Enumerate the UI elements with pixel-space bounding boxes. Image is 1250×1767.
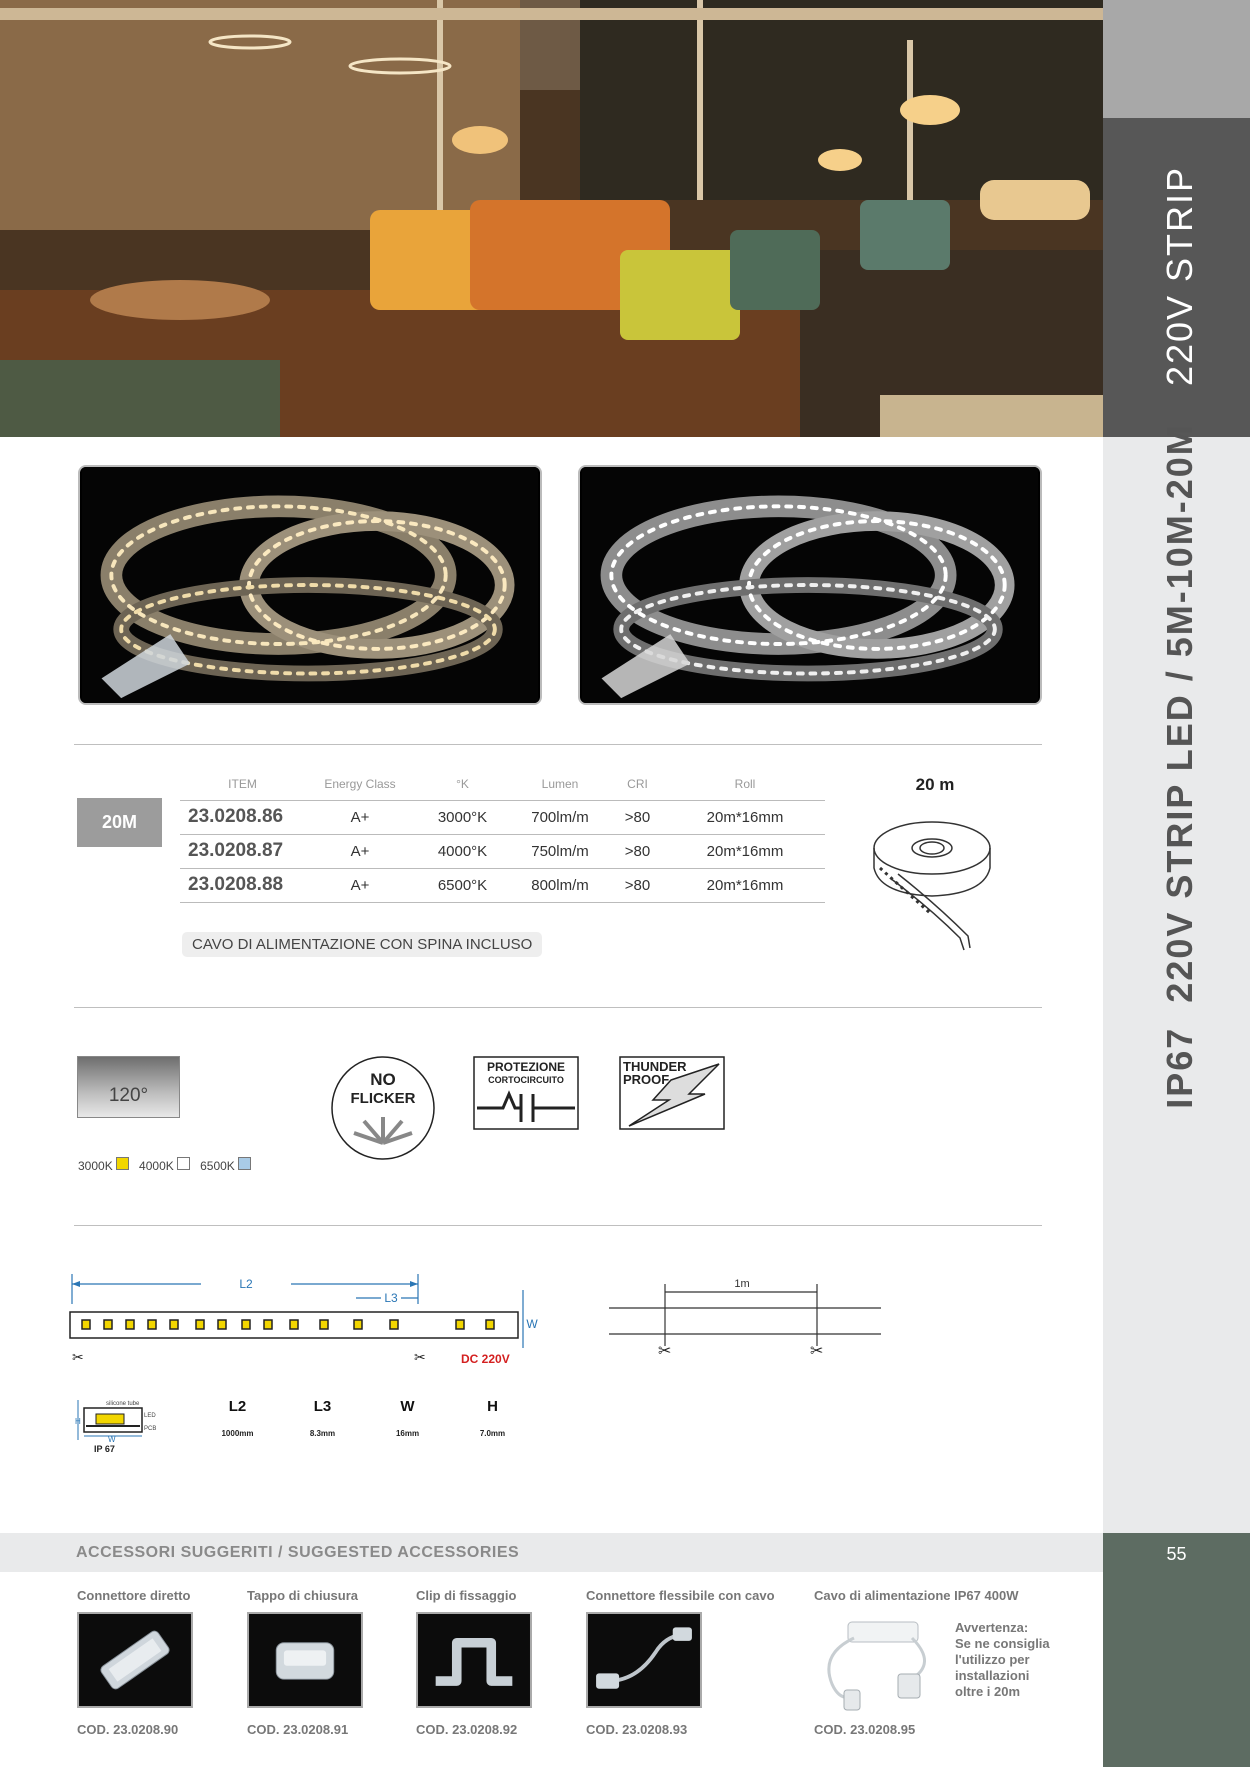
table-header-row bbox=[180, 770, 825, 800]
sidebar-title: 220V STRIP bbox=[1159, 165, 1200, 387]
cell-kelvin: 3000°K bbox=[415, 800, 510, 834]
beam-angle-icon bbox=[77, 1056, 180, 1118]
cell-kelvin: 4000°K bbox=[415, 834, 510, 868]
restaurant-terrace-image bbox=[0, 0, 1103, 437]
scissors-icon: ✂ bbox=[810, 1341, 824, 1360]
protection-line2: CORTOCIRCUITO bbox=[488, 1075, 564, 1085]
accessory-code: COD. 23.0208.91 bbox=[247, 1722, 349, 1737]
cross-section-drawing bbox=[74, 1380, 170, 1460]
product-photo-cool bbox=[578, 465, 1042, 705]
length-badge: 20M bbox=[77, 798, 162, 847]
l2-label: L2 bbox=[239, 1277, 253, 1291]
table-row bbox=[180, 800, 825, 834]
w-label: W bbox=[526, 1317, 538, 1331]
hero-photo bbox=[0, 0, 1103, 437]
end-cap-icon bbox=[249, 1614, 361, 1706]
l3-label: L3 bbox=[384, 1291, 398, 1305]
sidebar-page-block bbox=[1103, 1533, 1250, 1767]
protection-line1: PROTEZIONE bbox=[486, 1060, 566, 1074]
short-circuit-protection-icon bbox=[473, 1056, 579, 1130]
warning-line: Se ne consiglia bbox=[955, 1636, 1050, 1651]
accessory-warning bbox=[955, 1620, 1065, 1700]
cct-6500k bbox=[200, 1157, 255, 1173]
scissors-icon: ✂ bbox=[414, 1350, 426, 1366]
dim-l3-label: L3 bbox=[313, 1398, 332, 1415]
led-strip-cool-image bbox=[580, 467, 1040, 703]
accessory-name: Connettore flessibile con cavo bbox=[586, 1588, 775, 1603]
accessory-name: Connettore diretto bbox=[77, 1588, 191, 1603]
thunder-line1: THUNDER bbox=[623, 1059, 687, 1074]
pcb-label: PCB bbox=[144, 1426, 157, 1432]
thunder-line2: PROOF bbox=[623, 1072, 670, 1087]
reel-icon bbox=[870, 808, 1010, 953]
dim-l3-value: 8.3mm bbox=[309, 1429, 336, 1438]
cable-note: CAVO DI ALIMENTAZIONE CON SPINA INCLUSO bbox=[182, 932, 542, 957]
divider bbox=[74, 1007, 1042, 1008]
warning-line: Avvertenza: bbox=[955, 1620, 1029, 1635]
warning-line: installazioni bbox=[955, 1668, 1030, 1683]
cell-cri: >80 bbox=[610, 868, 665, 902]
power-cable-icon bbox=[814, 1614, 944, 1714]
cut-interval-drawing bbox=[605, 1270, 885, 1360]
table-row bbox=[180, 834, 825, 868]
led-label: LED bbox=[144, 1413, 156, 1419]
dim-h-value: 7.0mm bbox=[479, 1429, 506, 1438]
cell-cri: >80 bbox=[610, 834, 665, 868]
dim-h-label: H bbox=[487, 1398, 498, 1415]
accessory-image-clip bbox=[416, 1612, 532, 1708]
no-flicker-line1: NO bbox=[370, 1070, 396, 1089]
accessory-image-connector bbox=[77, 1612, 193, 1708]
cell-cri: >80 bbox=[610, 800, 665, 834]
dim-w-value: 16mm bbox=[395, 1429, 420, 1438]
divider bbox=[74, 1225, 1042, 1226]
accessory-code: COD. 23.0208.92 bbox=[416, 1722, 518, 1737]
accessory-image-flex-connector bbox=[586, 1612, 702, 1708]
silicone-label: silicone tube bbox=[106, 1401, 140, 1407]
cell-lumen: 700lm/m bbox=[510, 800, 610, 834]
accessory-code: COD. 23.0208.93 bbox=[586, 1722, 688, 1737]
accessory-code: COD. 23.0208.95 bbox=[814, 1722, 916, 1737]
cell-roll: 20m*16mm bbox=[665, 868, 825, 902]
dim-l2-value: 1000mm bbox=[221, 1429, 254, 1438]
w-label: W bbox=[108, 1435, 116, 1444]
cct-4000k-label: 4000K bbox=[139, 1159, 174, 1173]
no-flicker-icon bbox=[330, 1055, 436, 1161]
col-header-energy: Energy Class bbox=[305, 770, 415, 800]
warning-line: oltre i 20m bbox=[955, 1684, 1021, 1699]
cell-energy: A+ bbox=[305, 800, 415, 834]
cell-lumen: 750lm/m bbox=[510, 834, 610, 868]
col-header-lumen: Lumen bbox=[510, 770, 610, 800]
warning-line: l'utilizzo per bbox=[955, 1652, 1030, 1667]
mounting-clip-icon bbox=[418, 1614, 530, 1706]
col-header-kelvin: °K bbox=[415, 770, 510, 800]
cct-6500k-label: 6500K bbox=[200, 1159, 235, 1173]
dimension-table bbox=[195, 1398, 535, 1438]
cell-roll: 20m*16mm bbox=[665, 834, 825, 868]
dim-l2-label: L2 bbox=[228, 1398, 247, 1415]
accessories-title: ACCESSORI SUGGERITI / SUGGESTED ACCESSORIES bbox=[76, 1544, 520, 1561]
ip-label: IP 67 bbox=[94, 1444, 115, 1454]
led-strip-warm-image bbox=[80, 467, 540, 703]
cct-4000k bbox=[139, 1157, 194, 1173]
spec-table bbox=[180, 770, 825, 903]
accessory-code: COD. 23.0208.90 bbox=[77, 1722, 179, 1737]
connector-icon bbox=[79, 1614, 191, 1706]
col-header-roll: Roll bbox=[665, 770, 825, 800]
cell-item: 23.0208.87 bbox=[180, 834, 305, 868]
accessory-name: Tappo di chiusura bbox=[247, 1588, 358, 1603]
sidebar-subtitle: IP67 220V STRIP LED / 5M-10M-20M bbox=[1159, 423, 1200, 1109]
beam-angle-value: 120° bbox=[108, 1085, 149, 1106]
strip-dimension-drawing bbox=[66, 1268, 546, 1378]
cct-3000k-swatch bbox=[116, 1157, 129, 1170]
flex-connector-icon bbox=[588, 1614, 700, 1706]
cell-lumen: 800lm/m bbox=[510, 868, 610, 902]
scissors-icon: ✂ bbox=[658, 1341, 672, 1360]
cell-energy: A+ bbox=[305, 868, 415, 902]
no-flicker-line2: FLICKER bbox=[350, 1090, 416, 1107]
reel-length-label: 20 m bbox=[915, 775, 955, 794]
dim-w-label: W bbox=[400, 1398, 415, 1415]
cct-3000k-label: 3000K bbox=[78, 1159, 113, 1173]
product-photo-warm bbox=[78, 465, 542, 705]
cct-3000k bbox=[78, 1157, 133, 1173]
h-label: H bbox=[75, 1417, 81, 1426]
cct-4000k-swatch bbox=[177, 1157, 190, 1170]
cell-item: 23.0208.88 bbox=[180, 868, 305, 902]
dc-voltage-label: DC 220V bbox=[461, 1352, 510, 1366]
accessory-image-end-cap bbox=[247, 1612, 363, 1708]
cell-kelvin: 6500°K bbox=[415, 868, 510, 902]
cct-6500k-swatch bbox=[238, 1157, 251, 1170]
table-row bbox=[180, 868, 825, 902]
cct-legend bbox=[78, 1157, 255, 1173]
cell-roll: 20m*16mm bbox=[665, 800, 825, 834]
dimension-values bbox=[195, 1415, 535, 1438]
divider bbox=[74, 744, 1042, 745]
accessory-name: Clip di fissaggio bbox=[416, 1588, 517, 1603]
col-header-item: ITEM bbox=[180, 770, 305, 800]
col-header-cri: CRI bbox=[610, 770, 665, 800]
dimension-labels bbox=[195, 1398, 535, 1415]
one-meter-label: 1m bbox=[734, 1278, 750, 1290]
thunder-proof-icon bbox=[619, 1056, 725, 1130]
accessory-name: Cavo di alimentazione IP67 400W bbox=[814, 1588, 1019, 1603]
cell-item: 23.0208.86 bbox=[180, 800, 305, 834]
page-number: 55 bbox=[1166, 1544, 1187, 1564]
cell-energy: A+ bbox=[305, 834, 415, 868]
scissors-icon: ✂ bbox=[72, 1350, 84, 1366]
